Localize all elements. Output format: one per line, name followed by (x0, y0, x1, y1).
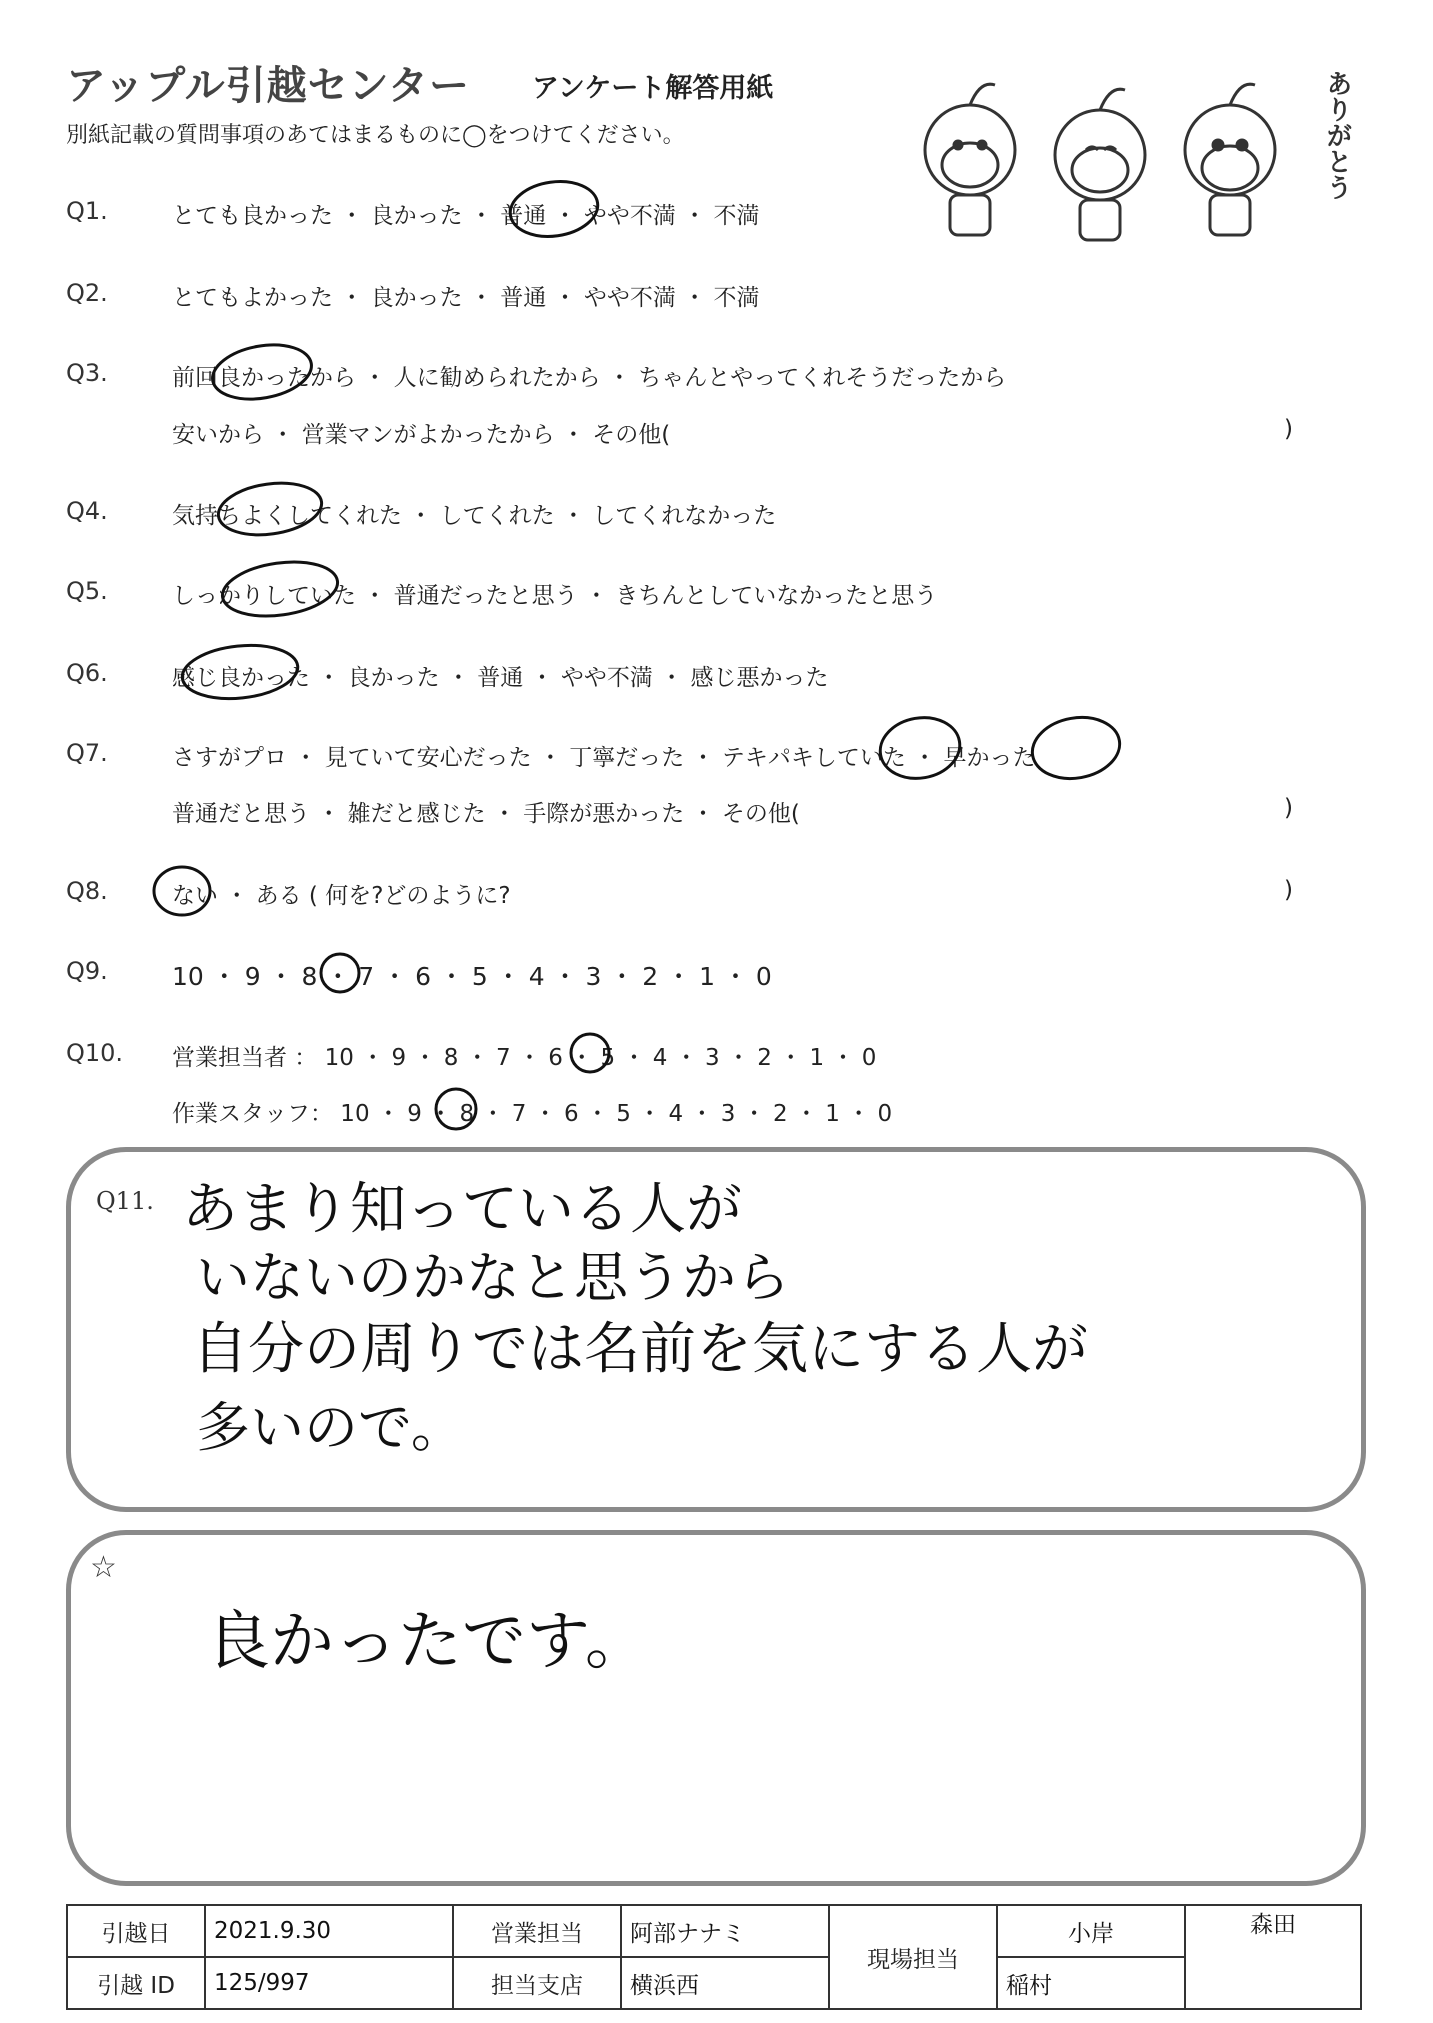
move-id-value: 125/997 (205, 1957, 453, 2009)
question-label: Q3. (66, 359, 108, 387)
question-options: 感じ良かった ・ 良かった ・ 普通 ・ やや不満 ・ 感じ悪かった (172, 665, 829, 691)
close-paren: ) (1284, 416, 1293, 442)
instruction-text: 別紙記載の質問事項のあてはまるものに◯をつけてください。 (66, 123, 685, 148)
question-label: Q7. (66, 739, 108, 767)
site-staff-1: 小岸 (997, 1905, 1185, 1957)
question-options: 前回良かったから ・ 人に勧められたから ・ ちゃんとやってくれそうだったから (172, 365, 1007, 391)
footer-table (66, 1904, 1362, 2010)
question-label: Q10. (66, 1039, 124, 1067)
monkey-icon (1055, 89, 1145, 240)
site-staff-3: 稲村 (997, 1957, 1185, 2009)
question-options: 営業担当者 ： 10 ・ 9 ・ 8 ・ 7 ・ 6 ・ 5 ・ 4 ・ 3 ・ 2 ・ 1 ・ 0 (172, 1045, 877, 1071)
question-label: Q8. (66, 877, 108, 905)
answer-circle (1027, 711, 1124, 785)
branch-label: 担当支店 (453, 1957, 621, 2009)
sales-value: 阿部ナナミ (621, 1905, 829, 1957)
close-paren: ) (1284, 795, 1293, 821)
question-label: Q2. (66, 279, 108, 307)
handwritten-answer: あまり知っている人が (182, 1177, 742, 1242)
question-label: Q9. (66, 957, 108, 985)
question-label: Q4. (66, 497, 108, 525)
close-paren: ) (1284, 877, 1293, 903)
move-id-label: 引越 ID (67, 1957, 205, 2009)
question-label: Q5. (66, 577, 108, 605)
monkey-icon (1185, 84, 1275, 235)
q11-label: Q11. (96, 1187, 154, 1215)
handwritten-comment: 良かったです。 (206, 1605, 649, 1679)
handwritten-answer: 多いので。 (196, 1396, 465, 1459)
sales-label: 営業担当 (453, 1905, 621, 1957)
question-options: とても良かった ・ 良かった ・ 普通 ・ やや不満 ・ 不満 (172, 203, 760, 229)
question-options: しっかりしていた ・ 普通だったと思う ・ きちんとしていなかったと思う (172, 583, 938, 609)
question-options: 10 ・ 9 ・ 8 ・ 7 ・ 6 ・ 5 ・ 4 ・ 3 ・ 2 ・ 1 ・ 0 (172, 962, 772, 991)
star-icon: ☆ (90, 1550, 117, 1585)
form-title: アンケート解答用紙 (532, 73, 774, 104)
question-options: 気持ちよくしてくれた ・ してくれた ・ してくれなかった (172, 503, 777, 529)
site-label: 現場担当 (829, 1905, 997, 2009)
monkey-icon (925, 84, 1015, 235)
question-options: さすがプロ ・ 見ていて安心だった ・ 丁寧だった ・ テキパキしていた ・ 早かった (172, 745, 1036, 771)
company-name: アップル引越センター (66, 63, 470, 109)
handwritten-answer: 自分の周りでは名前を気にする人が (192, 1317, 1088, 1382)
question-options-line2: 普通だと思う ・ 雑だと感じた ・ 手際が悪かった ・ その他( (172, 801, 800, 827)
move-date-label: 引越日 (67, 1905, 205, 1957)
site-staff-2: 森田 (1185, 1905, 1361, 2009)
branch-value: 横浜西 (621, 1957, 829, 2009)
question-options-line2: 安いから ・ 営業マンがよかったから ・ その他( (172, 422, 671, 448)
handwritten-answer: いないのかなと思うから (196, 1246, 790, 1309)
question-options-line2: 作業スタッフ： 10 ・ 9 ・ 8 ・ 7 ・ 6 ・ 5 ・ 4 ・ 3 ・ 2 ・ 1 ・ 0 (172, 1101, 893, 1127)
thanks-text: ありがとう (1322, 70, 1352, 200)
move-date-value: 2021.9.30 (205, 1905, 453, 1957)
mascot-illustration (900, 60, 1320, 250)
question-options: とてもよかった ・ 良かった ・ 普通 ・ やや不満 ・ 不満 (172, 285, 760, 311)
question-options: ない ・ ある ( 何を?どのように? (172, 883, 511, 909)
question-label: Q1. (66, 197, 108, 225)
comment-box (66, 1530, 1366, 1886)
question-label: Q6. (66, 659, 108, 687)
